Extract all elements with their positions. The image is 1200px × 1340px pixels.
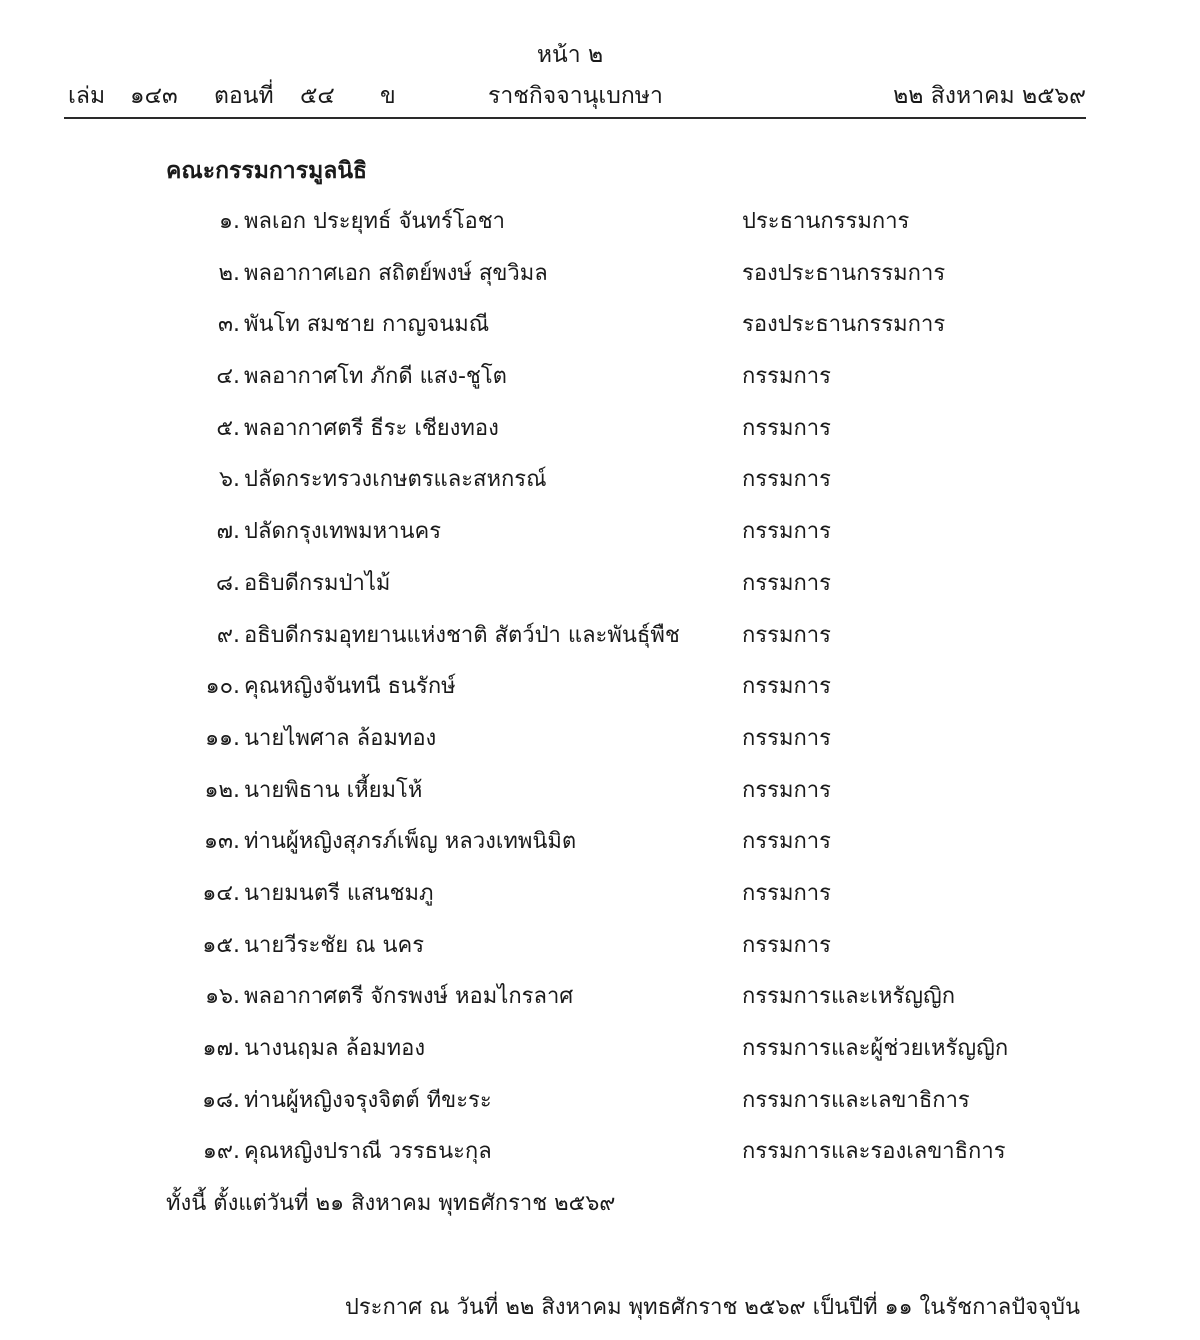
member-number: ๑๖. [205, 984, 240, 1010]
member-number: ๑๙. [202, 1139, 240, 1165]
member-role: กรรมการและเหรัญญิก [742, 984, 956, 1010]
member-number: ๗. [216, 519, 240, 545]
header-divider [64, 117, 1086, 119]
member-number: ๑๘. [202, 1087, 240, 1113]
member-name: พันโท สมชาย กาญจนมณี [244, 312, 490, 338]
member-role: กรรมการ [742, 829, 831, 855]
member-name: ปลัดกระทรวงเกษตรและสหกรณ์ [244, 467, 547, 493]
member-row [0, 1083, 1200, 1135]
member-role: กรรมการ [742, 932, 831, 958]
member-row [0, 979, 1200, 1031]
member-name: พลเอก ประยุทธ์ จันทร์โอชา [244, 209, 506, 234]
member-name: อธิบดีกรมป่าไม้ [244, 570, 391, 596]
member-role: รองประธานกรรมการ [742, 260, 946, 286]
member-name: ปลัดกรุงเทพมหานคร [244, 519, 442, 545]
member-role: รองประธานกรรมการ [742, 312, 946, 338]
member-number: ๑๒. [204, 777, 240, 803]
member-row [0, 566, 1200, 618]
member-row [0, 928, 1200, 980]
member-row [0, 411, 1200, 463]
member-role: กรรมการ [742, 364, 831, 390]
member-row [0, 721, 1200, 773]
member-row [0, 824, 1200, 876]
committee-title: คณะกรรมการมูลนิธิ [166, 158, 368, 184]
member-name: คุณหญิงจันทนี ธนรักษ์ [244, 674, 456, 700]
member-name: พลอากาศโท ภักดี แสง-ชูโต [244, 364, 507, 390]
member-row [0, 204, 1200, 256]
member-row [0, 462, 1200, 514]
member-number: ๕. [216, 415, 240, 441]
member-name: พลอากาศตรี ธีระ เชียงทอง [244, 415, 499, 441]
member-name: ท่านผู้หญิงจรุงจิตต์ ทีขะระ [244, 1087, 492, 1113]
volume-label: เล่ม [68, 83, 106, 109]
member-number: ๑๑. [205, 725, 240, 751]
announcement-line: ประกาศ ณ วันที่ ๒๒ สิงหาคม พุทธศักราช ๒๕๖๙ เป็นปีที่ ๑๑ ในรัชกาลปัจจุบัน [344, 1295, 1080, 1320]
member-number: ๑๓. [204, 829, 240, 855]
member-name: นายวีระชัย ณ นคร [244, 932, 425, 958]
member-role: กรรมการ [742, 467, 831, 493]
member-number: ๑๕. [202, 932, 240, 958]
member-role: กรรมการ [742, 880, 831, 906]
member-number: ๖. [219, 467, 240, 493]
member-name: คุณหญิงปราณี วรรธนะกุล [244, 1139, 492, 1165]
member-number: ๑๗. [202, 1036, 240, 1061]
member-list [0, 204, 1200, 1186]
member-name: นายมนตรี แสนชมภู [244, 880, 434, 906]
member-role: กรรมการ [742, 674, 831, 700]
member-number: ๓. [217, 312, 240, 338]
member-name: พลอากาศตรี จักรพงษ์ หอมไกรลาศ [244, 984, 574, 1010]
header-date: ๒๒ สิงหาคม ๒๕๖๙ [893, 83, 1086, 109]
journal-name: ราชกิจจานุเบกษา [488, 83, 663, 109]
member-row [0, 256, 1200, 308]
member-role: กรรมการ [742, 415, 831, 441]
member-row [0, 1134, 1200, 1186]
member-row [0, 773, 1200, 825]
member-name: นางนฤมล ล้อมทอง [244, 1036, 426, 1061]
member-row [0, 514, 1200, 566]
member-name: นายพิธาน เหี้ยมโห้ [244, 777, 423, 803]
member-role: กรรมการ [742, 725, 831, 751]
member-number: ๑๐. [205, 674, 240, 700]
member-role: กรรมการและผู้ช่วยเหรัญญิก [742, 1036, 1009, 1061]
member-number: ๑๔. [202, 880, 240, 906]
member-row [0, 1031, 1200, 1083]
member-number: ๒. [218, 260, 240, 286]
member-number: ๘. [216, 570, 240, 596]
member-name: ท่านผู้หญิงสุภรภ์เพ็ญ หลวงเทพนิมิต [244, 829, 577, 855]
gazette-header [68, 80, 1086, 112]
member-role: กรรมการ [742, 777, 831, 803]
member-row [0, 876, 1200, 928]
member-number: ๙. [216, 622, 240, 648]
member-role: กรรมการและเลขาธิการ [742, 1087, 970, 1113]
member-name: พลอากาศเอก สถิตย์พงษ์ สุขวิมล [244, 260, 548, 286]
member-number: ๑. [219, 209, 240, 234]
member-row [0, 618, 1200, 670]
member-role: ประธานกรรมการ [742, 209, 910, 234]
member-row [0, 359, 1200, 411]
member-name: อธิบดีกรมอุทยานแห่งชาติ สัตว์ป่า และพันธุ์พืช [244, 622, 680, 648]
page-number: หน้า ๒ [536, 42, 604, 68]
member-number: ๔. [216, 364, 240, 390]
member-role: กรรมการ [742, 570, 831, 596]
member-row [0, 307, 1200, 359]
member-role: กรรมการและรองเลขาธิการ [742, 1139, 1006, 1165]
effective-date: ทั้งนี้ ตั้งแต่วันที่ ๒๑ สิงหาคม พุทธศักราช ๒๕๖๙ [166, 1191, 616, 1216]
member-role: กรรมการ [742, 519, 831, 545]
issue-number: ๕๔ [300, 83, 335, 109]
member-role: กรรมการ [742, 622, 831, 648]
section-code: ข [380, 83, 396, 109]
volume-number: ๑๔๓ [130, 83, 178, 109]
member-name: นายไพศาล ล้อมทอง [244, 725, 437, 751]
issue-label: ตอนที่ [214, 83, 274, 109]
member-row [0, 669, 1200, 721]
